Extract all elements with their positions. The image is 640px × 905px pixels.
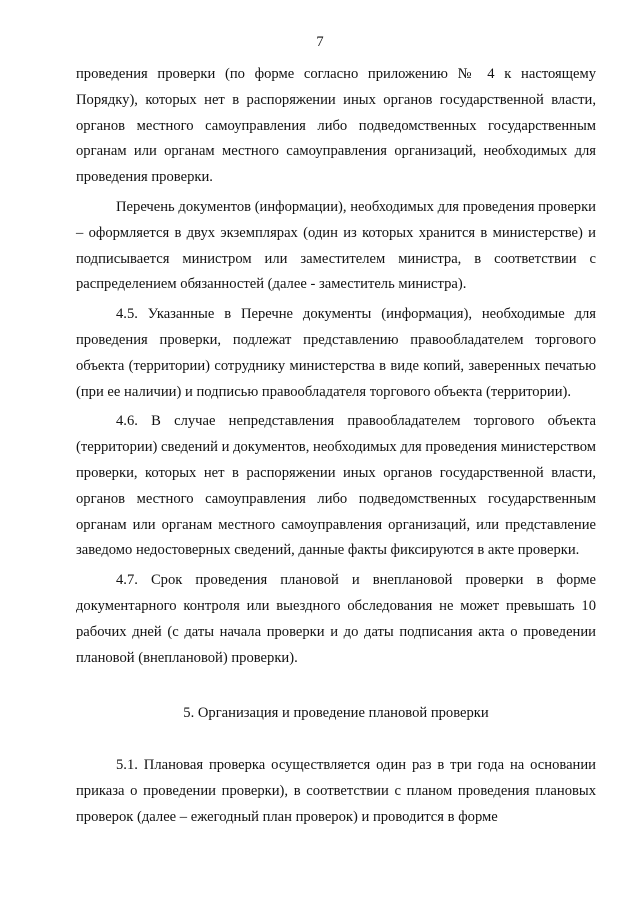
- paragraph-5-1: 5.1. Плановая проверка осуществляется один раз в три года на основании приказа о проведении проверки), в соответствии с планом проведения плановых проверок (далее – ежегодный план проверок) и проводится в форме: [76, 757, 596, 825]
- paragraph-document-list: Перечень документов (информации), необходимых для проведения проверки – оформляется в двух экземплярах (один из которых хранится в министерстве) и подписывается министром или заместителем министра, в соответствии с распределением обязанностей (далее - заместитель министра).: [76, 198, 596, 293]
- paragraph-4-7: 4.7. Срок проведения плановой и внеплановой проверки в форме документарного контроля или выездного обследования не может превышать 10 рабочих дней (с даты начала проверки и до даты подписания акта о проведении плановой (внеплановой) проверки).: [76, 572, 596, 666]
- document-body: [76, 62, 596, 831]
- paragraph-4-5: 4.5. Указанные в Перечне документы (информация), необходимые для проведения проверки, подлежат представлению правообладателем торгового объекта (территории) сотруднику министерства в виде копий, заверенных печатью (при ее наличии) и подписью правообладателя торгового объекта (территории).: [76, 306, 596, 400]
- paragraph-continuation: проведения проверки (по форме согласно приложению № 4 к настоящему Порядку), которых нет в распоряжении иных органов государственной власти, органов местного самоуправления либо подведомственных государственным органам или органам местного самоуправления организаций, необходимых для проведения проверки.: [76, 66, 596, 186]
- section-heading: 5. Организация и проведение плановой проверки: [183, 705, 489, 722]
- paragraph-4-6: 4.6. В случае непредставления правообладателем торгового объекта (территории) сведений и документов, необходимых для проведения министерством проверки, которых нет в распоряжении иных органов государственной власти, органов местного самоуправления либо подведомственных государственным органам или органам местного самоуправления организаций, или представление заведомо недостоверных сведений, данные факты фиксируются в акте проверки.: [76, 413, 596, 559]
- page-number: 7: [316, 34, 324, 50]
